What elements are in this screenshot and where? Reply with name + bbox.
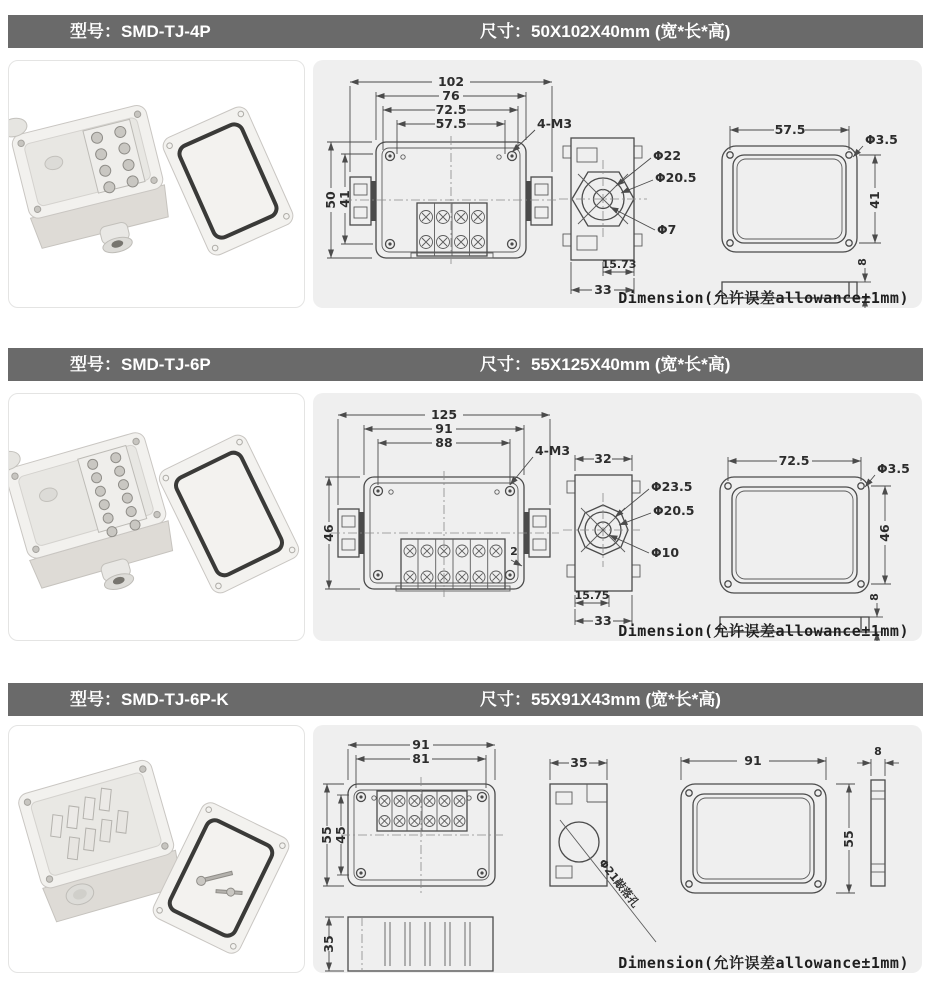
drawing-panel-3 [313, 725, 922, 973]
dim-cover-thickness: 8 [856, 258, 869, 266]
size-label: 尺寸： [480, 690, 531, 709]
tolerance-note: Dimension(允许误差allowance±1mm) [618, 954, 909, 972]
cover-edge-drawing [857, 745, 899, 886]
dim-cover-thickness: 8 [868, 593, 881, 601]
dim-gland-outer: Φ22 [653, 148, 682, 163]
screw-spec-label: 4-M3 [537, 116, 573, 131]
dim-inner-height: 45 [333, 826, 348, 844]
size-text [480, 348, 730, 381]
dim-gland-mid: Φ20.5 [653, 503, 695, 518]
junction-box-open [9, 87, 177, 272]
dim-side-top: 32 [594, 451, 612, 466]
dim-side-width: 33 [594, 282, 612, 297]
product-photo-6p [9, 394, 304, 640]
dim-height: 46 [321, 524, 336, 542]
section-2-content [8, 393, 923, 641]
tolerance-note: Dimension(允许误差allowance±1mm) [618, 289, 909, 307]
cover-lid [160, 104, 296, 258]
header-bar-1 [8, 15, 923, 48]
knockout-hole-label: Φ21敲落孔 [596, 856, 642, 911]
size-value: 55X91X43mm (宽*长*高) [531, 690, 721, 709]
dimension-drawing-6p [313, 393, 922, 641]
dim-overall-length: 102 [437, 74, 465, 89]
tolerance-note: Dimension(允许误差allowance±1mm) [618, 622, 909, 640]
side-view-drawing [559, 138, 696, 297]
top-view-drawing [321, 407, 570, 597]
header-bar-3 [8, 683, 923, 716]
top-view-drawing [323, 74, 572, 264]
dim-cover-height: 55 [841, 830, 856, 848]
model-value: SMD-TJ-6P-K [121, 690, 229, 709]
dim-side-width: 33 [594, 613, 612, 628]
dim-overall-length: 125 [430, 407, 458, 422]
product-photo-panel-2 [8, 393, 305, 641]
dim-cover-thickness: 8 [874, 745, 882, 758]
dimension-drawing-6p-k [313, 725, 922, 973]
product-photo-panel-3 [8, 725, 305, 973]
dim-gland-bore: Φ7 [657, 222, 677, 237]
size-text [480, 15, 730, 48]
product-photo-panel-1 [8, 60, 305, 308]
dimension-drawing-4p [313, 60, 922, 308]
dim-cover-hole: Φ3.5 [865, 132, 898, 147]
drawing-panel-1 [313, 60, 922, 308]
dim-cover-span: 91 [744, 753, 762, 768]
model-value: SMD-TJ-6P [121, 355, 211, 374]
model-label: 型号： [70, 355, 121, 374]
dim-hole-span: 88 [435, 435, 453, 450]
model-value: SMD-TJ-4P [121, 22, 211, 41]
size-value: 55X125X40mm (宽*长*高) [531, 355, 731, 374]
dim-cover-height: 41 [867, 191, 882, 209]
dim-body-length: 91 [435, 421, 453, 436]
section-3-content [8, 725, 923, 973]
dim-overall-length: 91 [412, 737, 430, 752]
dim-height: 50 [323, 191, 338, 209]
dim-cover-hole: Φ3.5 [877, 461, 910, 476]
drawing-panel-2 [313, 393, 922, 641]
dim-inner-height: 41 [337, 190, 352, 208]
size-label: 尺寸： [480, 22, 531, 41]
dim-side-offset: 15.73 [601, 258, 637, 271]
product-photo-4p [9, 61, 304, 307]
model-label: 型号： [70, 690, 121, 709]
model-text [70, 15, 211, 48]
size-value: 50X102X40mm (宽*长*高) [531, 22, 731, 41]
bottom-view-drawing [321, 917, 493, 971]
dim-cover-span: 57.5 [774, 122, 806, 137]
size-text [480, 683, 721, 716]
cover-lid [150, 799, 292, 956]
dim-side-offset: 15.75 [574, 589, 610, 602]
cover-lid [156, 432, 302, 596]
cover-view-drawing [722, 122, 898, 252]
model-text [70, 348, 211, 381]
section-1-content [8, 60, 923, 308]
dim-bottom-height: 35 [321, 935, 336, 953]
dim-gland-outer: Φ23.5 [651, 479, 693, 494]
dim-side-top: 35 [570, 755, 588, 770]
dim-height: 55 [319, 826, 334, 844]
dim-hole-span: 72.5 [435, 102, 467, 117]
dim-cover-span: 72.5 [778, 453, 810, 468]
cover-view-drawing [681, 753, 856, 893]
cover-view-drawing [720, 453, 910, 593]
dim-inner-span: 81 [412, 751, 430, 766]
screw-spec-label: 4-M3 [535, 443, 571, 458]
dim-body-length: 76 [442, 88, 460, 103]
dim-gap: 2 [510, 545, 518, 558]
side-view-drawing [550, 755, 656, 942]
dim-gland-bore: Φ10 [651, 545, 680, 560]
side-view-drawing [563, 451, 694, 628]
dim-inner-span: 57.5 [435, 116, 467, 131]
model-text [70, 683, 229, 716]
top-view-drawing [319, 737, 505, 893]
junction-box-open [9, 414, 182, 612]
dim-gland-mid: Φ20.5 [655, 170, 697, 185]
size-label: 尺寸： [480, 355, 531, 374]
product-photo-6p-k [9, 726, 304, 972]
model-label: 型号： [70, 22, 121, 41]
dim-cover-height: 46 [877, 524, 892, 542]
header-bar-2 [8, 348, 923, 381]
